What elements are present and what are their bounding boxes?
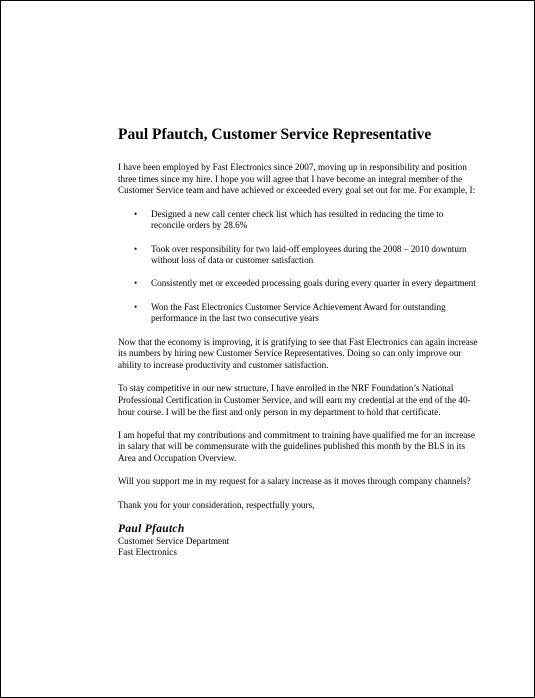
list-item-text: Designed a new call center check list which has resulted in reducing the time to reconcile orders by 28.6%: [151, 208, 444, 231]
list-item: [118, 244, 478, 267]
list-item: [118, 302, 478, 325]
list-item-text: Took over responsibility for two laid-off employees during the 2008 – 2010 downturn without loss of data or customer satisfaction: [151, 243, 467, 266]
letter-body: [118, 125, 478, 559]
economy-paragraph: Now that the economy is improving, it is gratifying to see that Fast Electronics can again increase its numbers by hiring new Customer Service Representatives. Doing so can only improve our ability to increase productivity and customer satisfaction.: [118, 336, 478, 370]
bullet-icon: •: [134, 301, 138, 312]
training-paragraph: To stay competitive in our new structure, I have enrolled in the NRF Foundation’s National Professional Certification in Customer Service, and will earn my credential at the end of the 40-hour course. I will be the first and only person in my department to hold that certificate.: [118, 383, 471, 417]
salary-paragraph: I am hopeful that my contributions and commitment to training have qualified me for an increase in salary that will be commensurate with the guidelines published this month by the BLS in its Area and Occupation Overview.: [118, 429, 475, 464]
request-paragraph: Will you support me in my request for a salary increase as it moves through company channels?: [118, 476, 471, 487]
bullet-icon: •: [134, 243, 138, 254]
achievement-list: [118, 209, 478, 325]
intro-paragraph: I have been employed by Fast Electronics since 2007, moving up in responsibility and position three times since my hire. I hope you will agree that I have become an integral member of the Customer Service team and have achieved or exceeded every goal set out for me. For example, I:: [118, 162, 476, 196]
list-item-text: Consistently met or exceeded processing goals during every quarter in every department: [151, 278, 476, 289]
closing-line: Thank you for your consideration, respectfully yours,: [118, 499, 315, 510]
list-item: [118, 278, 478, 290]
bullet-icon: •: [134, 278, 138, 289]
signature: Paul Pfautch: [118, 522, 185, 535]
signer-department: Customer Service Department: [118, 535, 230, 546]
bullet-icon: •: [134, 208, 138, 219]
list-item: [118, 209, 478, 232]
signer-company: Fast Electronics: [118, 547, 177, 558]
letter-title: Paul Pfautch, Customer Service Representative: [118, 126, 432, 143]
list-item-text: Won the Fast Electronics Customer Service Achievement Award for outstanding performance in the last two consecutive years: [151, 301, 446, 324]
